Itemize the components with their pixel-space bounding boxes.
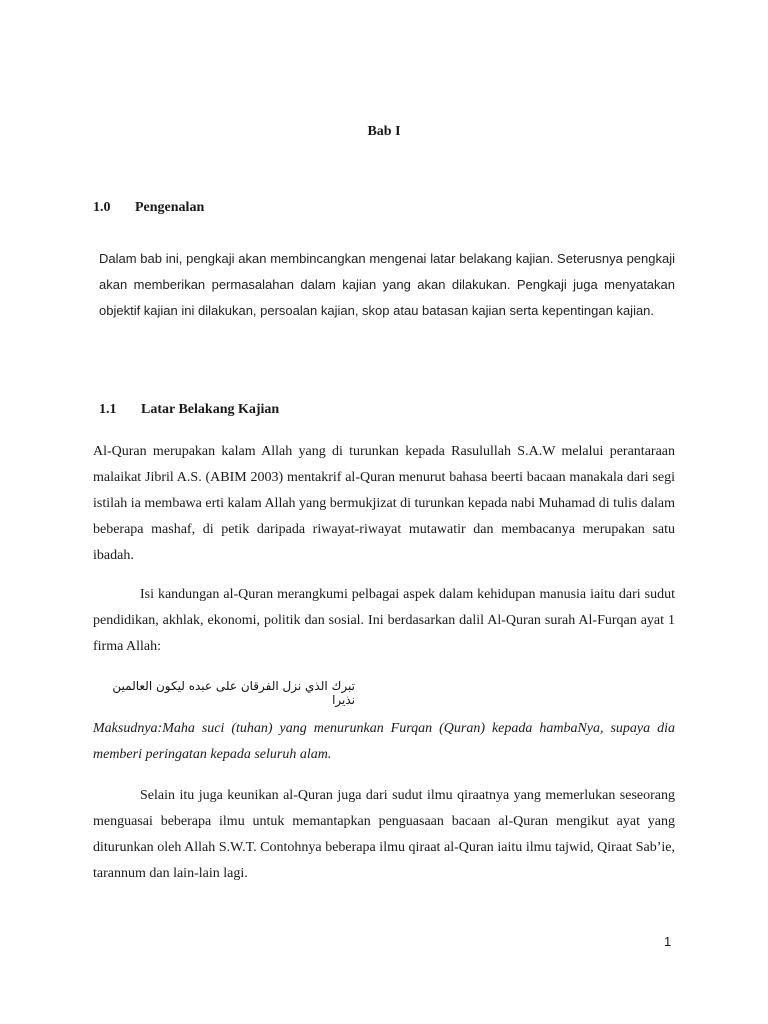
chapter-title: Bab I xyxy=(367,124,401,139)
section-title: Latar Belakang Kajian xyxy=(141,402,280,417)
section-heading-pengenalan xyxy=(93,200,204,216)
page-number: 1 xyxy=(664,934,672,949)
verse-translation: Maksudnya:Maha suci (tuhan) yang menurunkan Furqan (Quran) kepada hambaNya, supaya dia memberi peringatan kepada seluruh alam. xyxy=(93,721,675,762)
section-number: 1.0 xyxy=(93,200,111,215)
body-paragraph-3: Selain itu juga keunikan al-Quran juga dari sudut ilmu qiraatnya yang memerlukan seseorang menguasai beberapa ilmu untuk memantapkan penguasaan bacaan al-Quran mengikut ayat yang diturunkan oleh Allah S.W.T. Contohnya beberapa ilmu qiraat al-Quran iaitu ilmu tajwid, Qiraat Sab’ie, tarannum dan lain-lain lagi. xyxy=(93,788,675,881)
arabic-verse: تبرك الذي نزل الفرقان على عبده ليكون العالمين نذيرا xyxy=(112,679,355,707)
section-heading-latar-belakang xyxy=(99,402,279,418)
intro-paragraph: Dalam bab ini, pengkaji akan membincangkan mengenai latar belakang kajian. Seterusnya pengkaji akan memberikan permasalahan dalam kajian yang akan dilakukan. Pengkaji juga menyatakan objektif kajian ini dilakukan, persoalan kajian, skop atau batasan kajian serta kepentingan kajian. xyxy=(99,251,675,318)
section-title: Pengenalan xyxy=(135,200,205,215)
body-paragraph-2: Isi kandungan al-Quran merangkumi pelbagai aspek dalam kehidupan manusia iaitu dari sudut pendidikan, akhlak, ekonomi, politik dan sosial. Ini berdasarkan dalil Al-Quran surah Al-Furqan ayat 1 firma Allah: xyxy=(93,587,675,654)
section-number: 1.1 xyxy=(99,402,117,417)
body-paragraph-1: Al-Quran merupakan kalam Allah yang di turunkan kepada Rasulullah S.A.W melalui perantaraan malaikat Jibril A.S. (ABIM 2003) mentakrif al-Quran menurut bahasa beerti bacaan manakala dari segi istilah ia membawa erti kalam Allah yang bermukjizat di turunkan kepada nabi Muhamad di tulis dalam beberapa mashaf, di petik daripada riwayat-riwayat mutawatir dan membacanya merupakan satu ibadah. xyxy=(93,444,676,563)
